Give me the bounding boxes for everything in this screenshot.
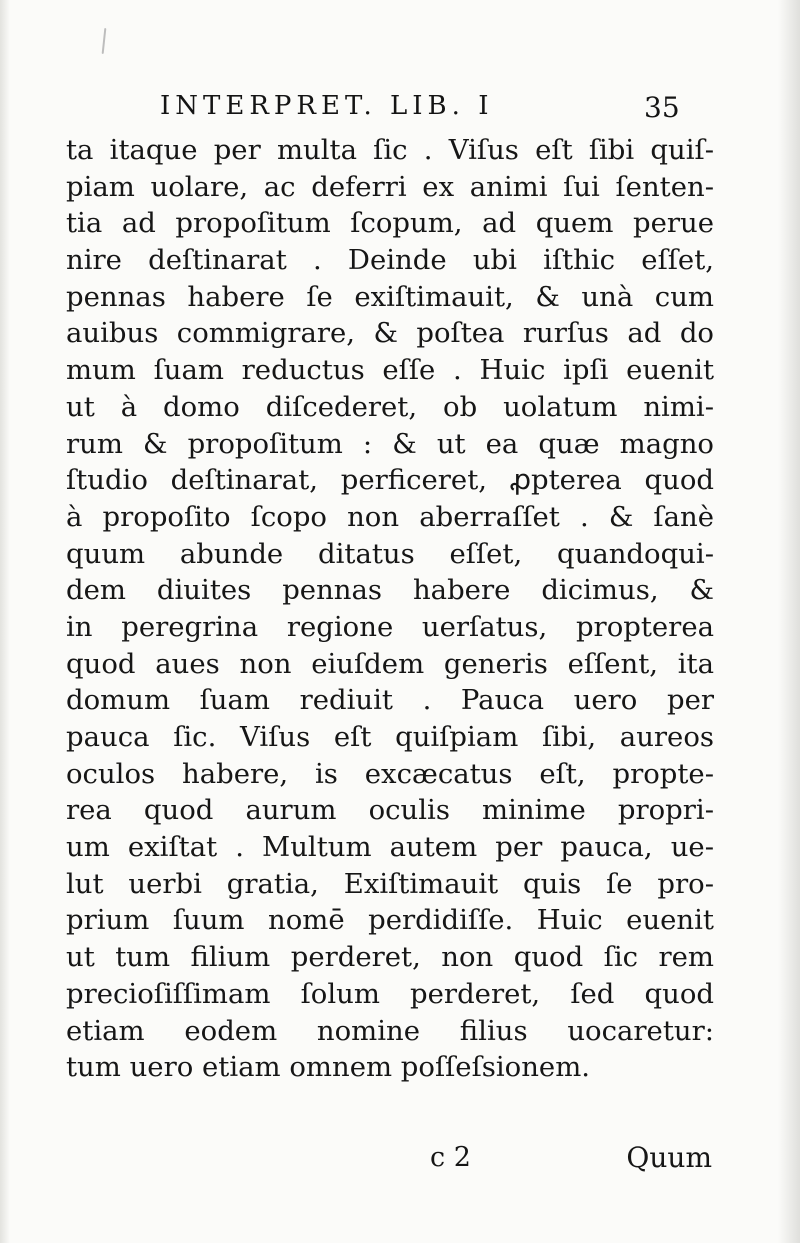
signature-mark: c 2 (430, 1142, 471, 1173)
catchword: Quum (626, 1141, 712, 1174)
page-number: 35 (644, 91, 680, 124)
text-line: dem diuites pennas habere dicimus, & (66, 574, 714, 607)
body-text (66, 132, 714, 1086)
text-line: lut uerbi gratia, Exiſtimauit quis ſe pro- (66, 867, 714, 900)
text-line: auibus commigrare, & poſtea rurſus ad do (66, 317, 714, 350)
text-line: quod aues non eiuſdem generis eſſent, ita (66, 647, 714, 680)
text-line: nire deſtinarat . Deinde ubi iſthic eſſet, (66, 244, 714, 277)
page-left-edge (0, 0, 10, 1243)
text-line: um exiſtat . Multum autem per pauca, ue- (66, 831, 714, 864)
text-line: ſtudio deſtinarat, perficeret, ꝓpterea quod (66, 464, 714, 497)
text-line: rum & propoſitum : & ut ea quæ magno (66, 427, 714, 460)
text-line: ta itaque per multa ſic . Viſus eſt ſibi quiſ- (66, 134, 714, 166)
running-head: INTERPRET. LIB. I (160, 91, 494, 121)
text-line: à propoſito ſcopo non aberraſſet . & ſanè (66, 500, 714, 533)
text-line: in peregrina regione uerſatus, propterea (66, 610, 714, 643)
page-gutter-shadow (778, 0, 800, 1243)
text-line: quum abunde ditatus eſſet, quandoqui- (66, 537, 714, 570)
text-line: precioſiſſimam ſolum perderet, ſed quod (66, 977, 714, 1010)
text-line: rea quod aurum oculis minime propri- (66, 794, 714, 827)
text-line: pauca ſic. Viſus eſt quiſpiam ſibi, aureos (66, 721, 714, 753)
text-line: prium ſuum nomē perdidiſſe. Huic euenit (66, 904, 714, 937)
text-line: ut à domo diſcederet, ob uolatum nimi- (66, 390, 714, 423)
text-line: domum ſuam rediuit . Pauca uero per (66, 684, 714, 717)
text-line: pennas habere ſe exiſtimauit, & unà cum (66, 280, 714, 313)
text-line: tum uero etiam omnem poſſeſsionem. (66, 1051, 591, 1084)
paper-speck (102, 28, 107, 54)
text-line: mum ſuam reductus eſſe . Huic ipſi euenit (66, 354, 714, 387)
text-line: tia ad propoſitum ſcopum, ad quem perue (66, 207, 714, 240)
text-line: piam uolare, ac deferri ex animi ſui ſenten- (66, 170, 714, 203)
text-line: ut tum filium perderet, non quod ſic rem (66, 941, 714, 974)
text-line: etiam eodem nomine filius uocaretur: (66, 1014, 714, 1047)
text-line: oculos habere, is excæcatus eſt, propte- (66, 757, 714, 790)
